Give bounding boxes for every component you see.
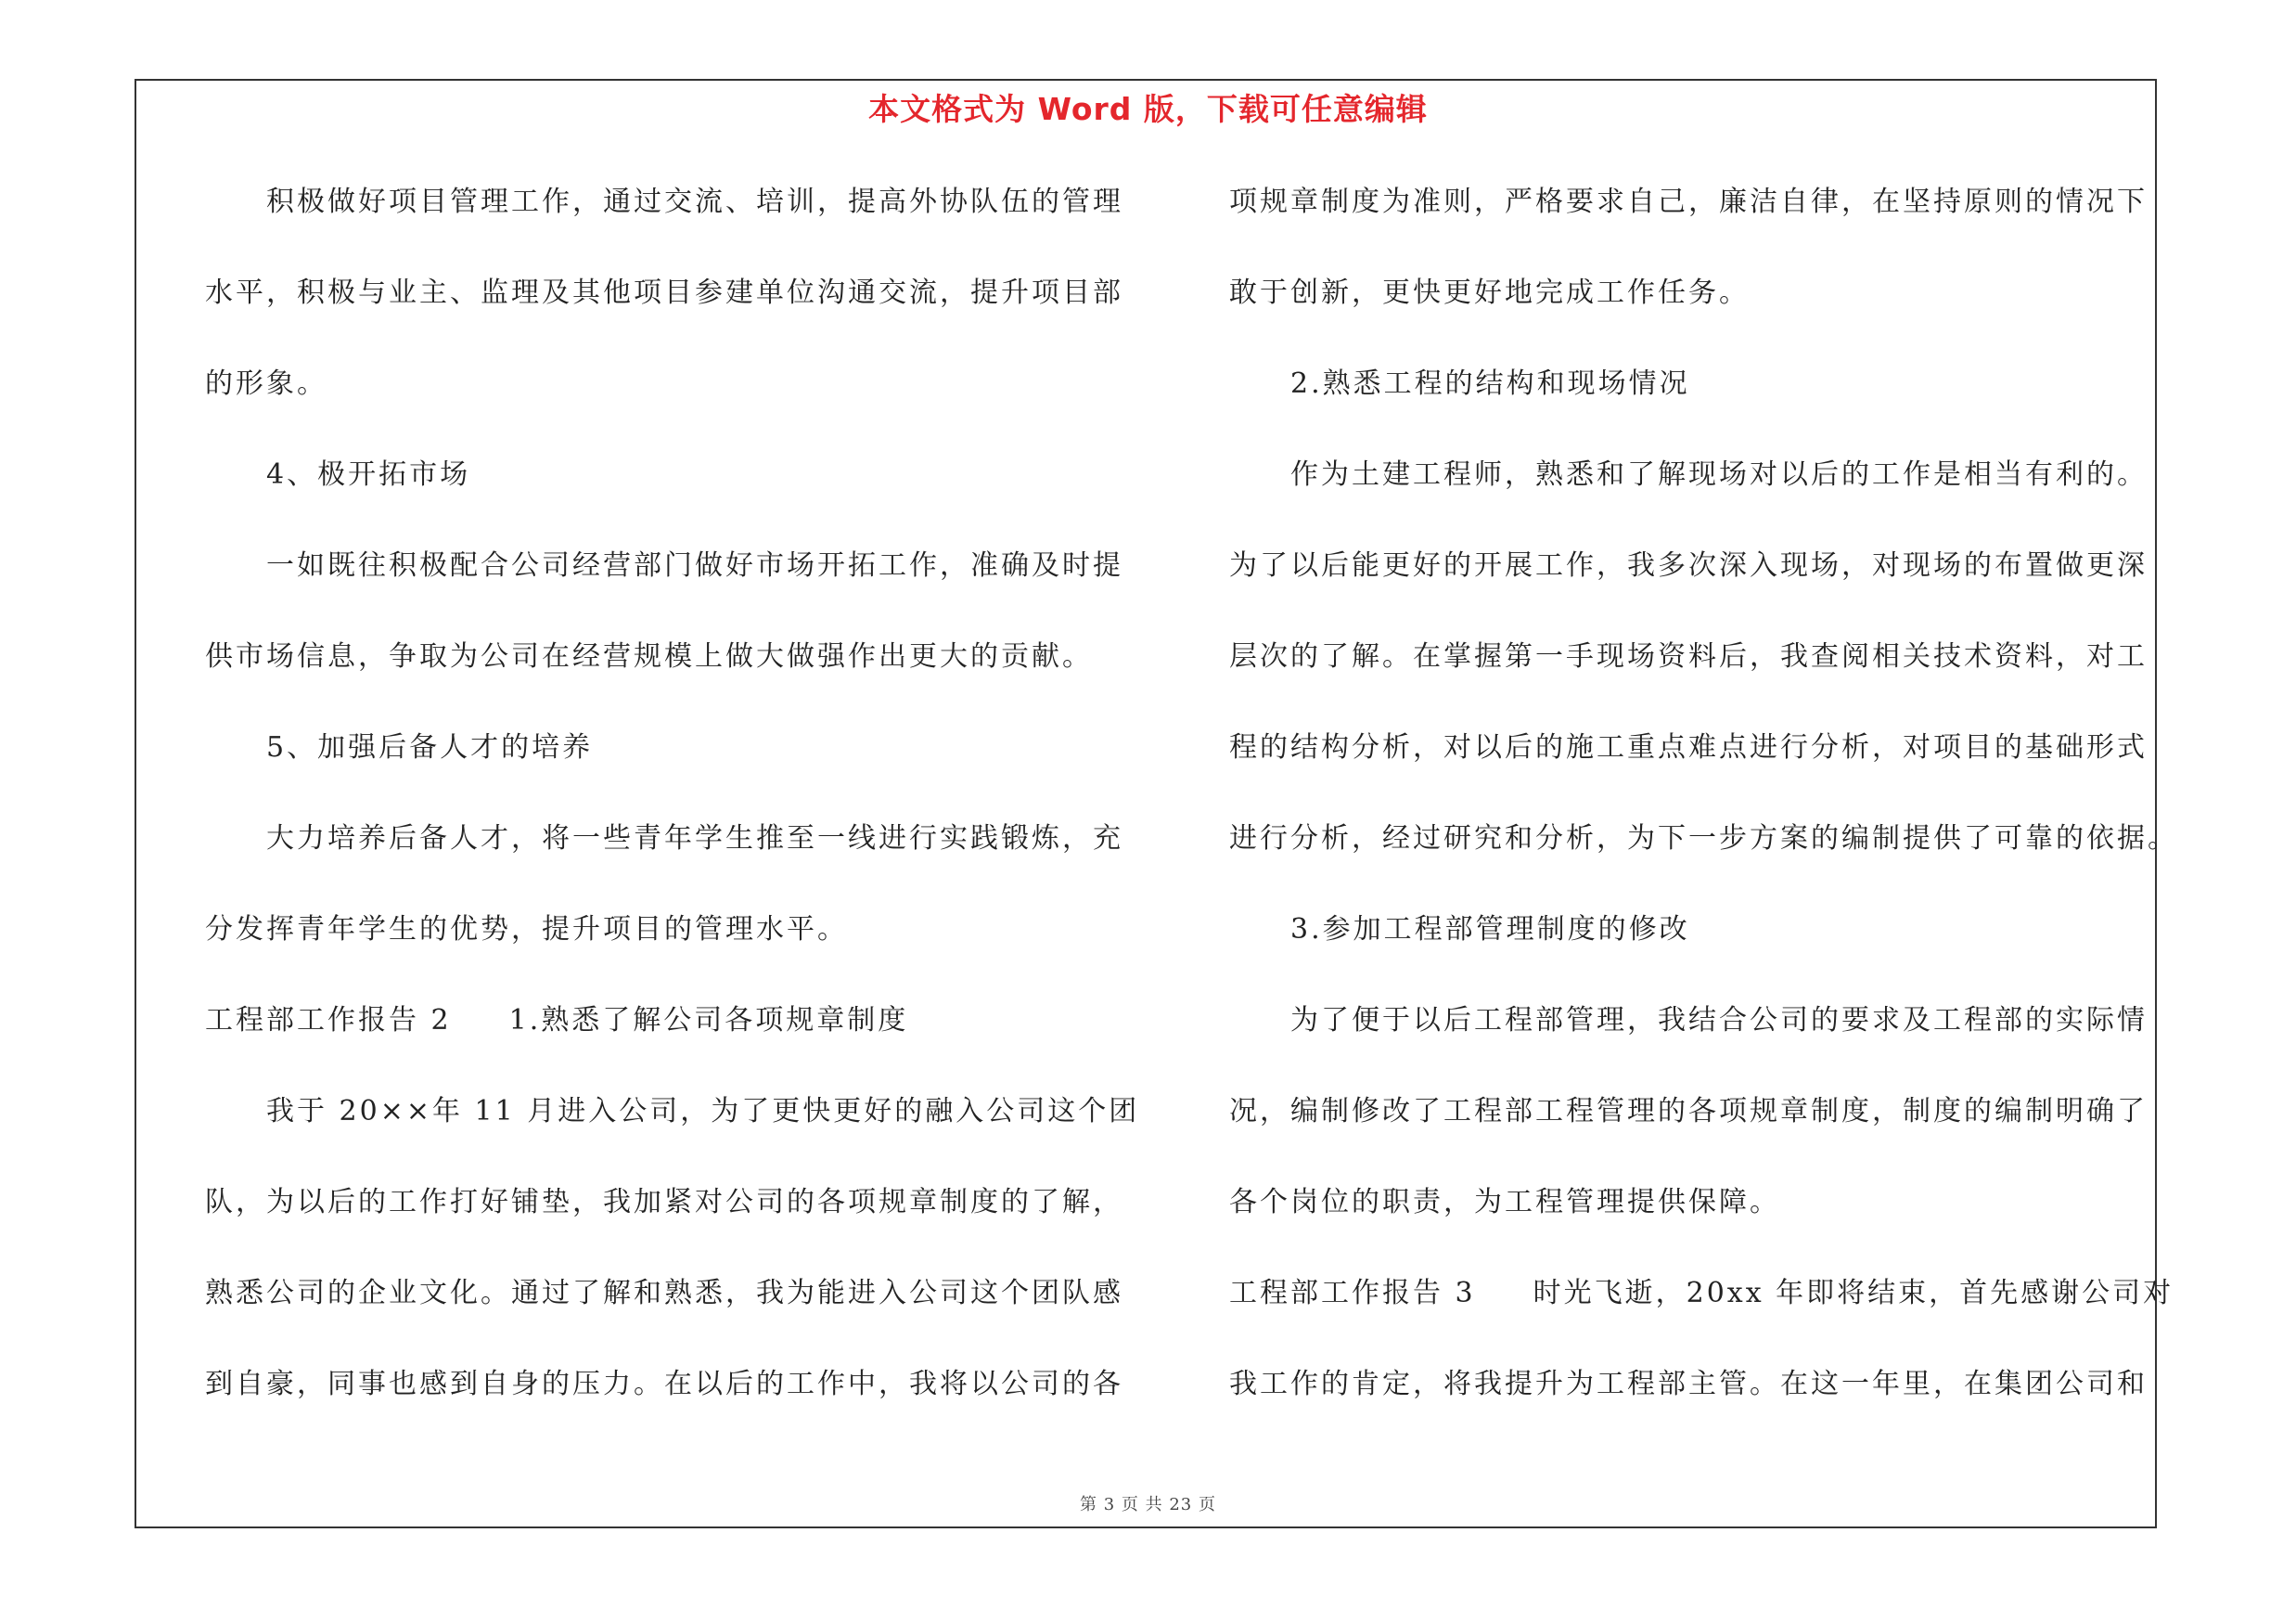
paragraph-line: 程的结构分析，对以后的施工重点难点进行分析，对项目的基础形式: [1229, 731, 2148, 764]
paragraph-line: 5、加强后备人才的培养: [266, 731, 594, 764]
paragraph-line: 一如既往积极配合公司经营部门做好市场开拓工作，准确及时提: [266, 549, 1123, 582]
paragraph-line: 到自豪，同事也感到自身的压力。在以后的工作中，我将以公司的各: [205, 1368, 1123, 1400]
paragraph-line: 我于 20××年 11 月进入公司，为了更快更好的融入公司这个团: [266, 1095, 1140, 1127]
paragraph-line: 各个岗位的职责，为工程管理提供保障。: [1229, 1186, 1780, 1218]
paragraph-line: 熟悉公司的企业文化。通过了解和熟悉，我为能进入公司这个团队感: [205, 1277, 1123, 1309]
paragraph-line: 4、极开拓市场: [266, 458, 471, 491]
paragraph-line: 积极做好项目管理工作，通过交流、培训，提高外协队伍的管理: [266, 186, 1123, 218]
paragraph-line: 作为土建工程师，熟悉和了解现场对以后的工作是相当有利的。: [1290, 458, 2148, 491]
paragraph-line: 敢于创新，更快更好地完成工作任务。: [1229, 277, 1750, 309]
paragraph-line: 项规章制度为准则，严格要求自己，廉洁自律，在坚持原则的情况下: [1229, 186, 2148, 218]
report-heading: 工程部工作报告 3: [1229, 1277, 1476, 1309]
paragraph-line: 为了以后能更好的开展工作，我多次深入现场，对现场的布置做更深: [1229, 549, 2148, 582]
paragraph-text: 1.熟悉了解公司各项规章制度: [508, 1004, 909, 1037]
paragraph-text: 时光飞逝，20xx 年即将结束，首先感谢公司对: [1533, 1277, 2174, 1309]
paragraph-line: 的形象。: [205, 367, 327, 400]
paragraph-line: 进行分析，经过研究和分析，为下一步方案的编制提供了可靠的依据。: [1229, 822, 2178, 855]
section-heading-line: [1229, 1275, 2174, 1312]
paragraph-line: 3.参加工程部管理制度的修改: [1290, 913, 1690, 946]
paragraph-line: 我工作的肯定，将我提升为工程部主管。在这一年里，在集团公司和: [1229, 1368, 2148, 1400]
paragraph-line: 况，编制修改了工程部工程管理的各项规章制度，制度的编制明确了: [1229, 1095, 2148, 1127]
paragraph-line: 为了便于以后工程部管理，我结合公司的要求及工程部的实际情: [1290, 1004, 2148, 1037]
paragraph-line: 大力培养后备人才，将一些青年学生推至一线进行实践锻炼，充: [266, 822, 1123, 855]
section-heading-line: [205, 1002, 908, 1039]
page-number-footer: 第 3 页 共 23 页: [1080, 1495, 1216, 1514]
paragraph-line: 层次的了解。在掌握第一手现场资料后，我查阅相关技术资料，对工: [1229, 640, 2148, 673]
paragraph-line: 2.熟悉工程的结构和现场情况: [1290, 367, 1690, 400]
paragraph-line: 供市场信息，争取为公司在经营规模上做大做强作出更大的贡献。: [205, 640, 1093, 673]
paragraph-line: 水平，积极与业主、监理及其他项目参建单位沟通交流，提升项目部: [205, 277, 1123, 309]
report-heading: 工程部工作报告 2: [205, 1004, 452, 1037]
paragraph-line: 队，为以后的工作打好铺垫，我加紧对公司的各项规章制度的了解，: [205, 1186, 1123, 1218]
paragraph-line: 分发挥青年学生的优势，提升项目的管理水平。: [205, 913, 848, 946]
word-format-banner: 本文格式为 Word 版，下载可任意编辑: [868, 91, 1428, 127]
